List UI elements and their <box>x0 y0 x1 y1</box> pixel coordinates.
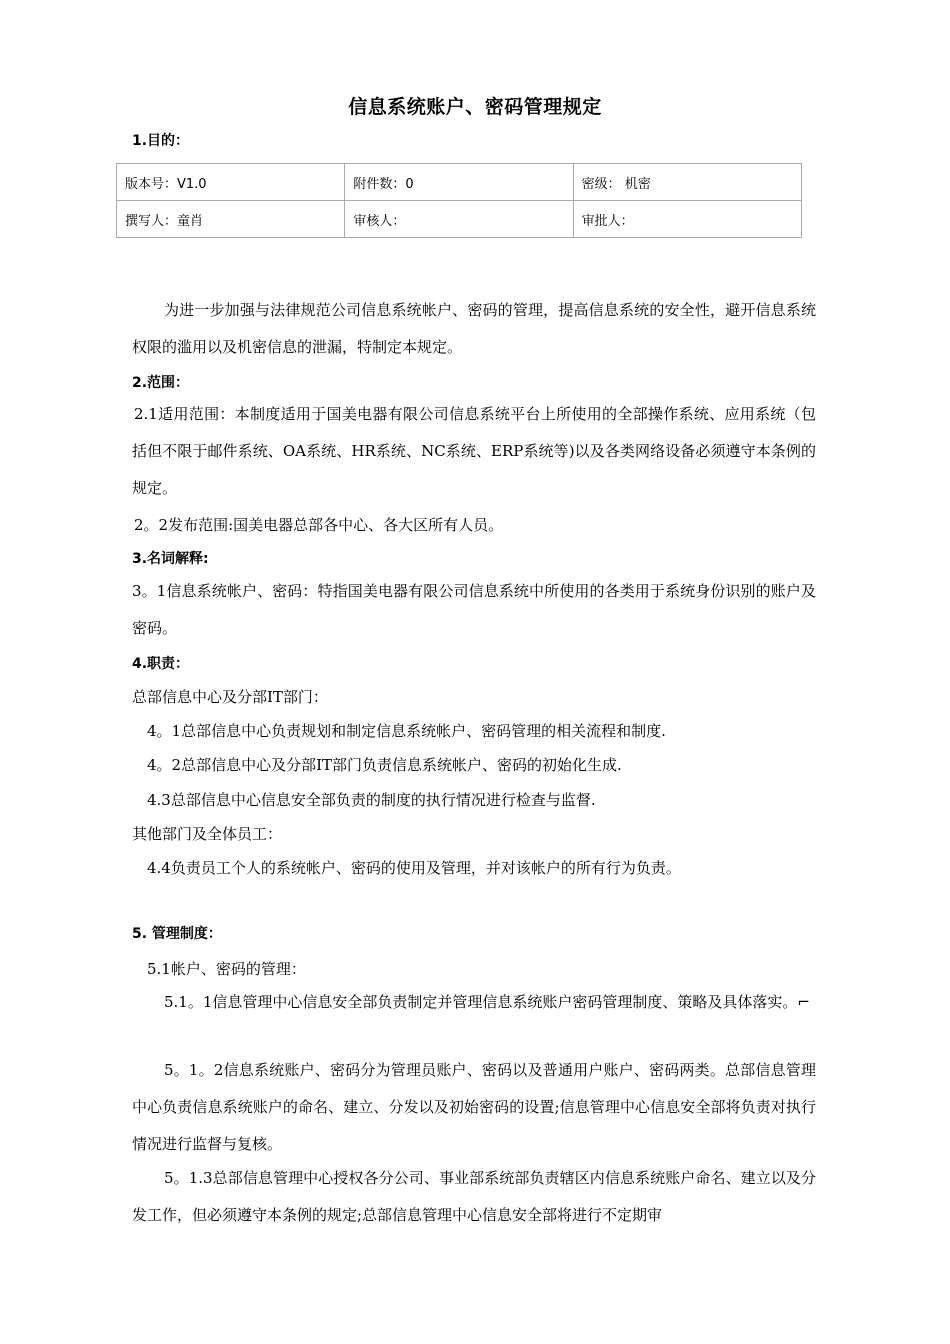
approver-cell: 审批人： <box>573 201 801 238</box>
attachment-count-cell: 附件数：0 <box>345 164 573 201</box>
responsibility-group-other: 其他部门及全体员工： <box>132 825 283 843</box>
author-cell: 撰写人：童肖 <box>117 201 345 238</box>
scope-applicability-paragraph: 2.1适用范围：本制度适用于国美电器有限公司信息系统平台上所使用的全部操作系统、应用系统（包括但不限于邮件系统、OA系统、HR系统、NC系统、ERP系统等)以及各类网络设备必须遵守本条例的规定。 <box>132 405 816 497</box>
table-row <box>117 164 802 201</box>
responsibility-item: 4。2总部信息中心及分部IT部门负责信息系统帐户、密码的初始化生成. <box>147 756 622 774</box>
section-heading-management: 5. 管理制度： <box>132 926 222 942</box>
reviewer-cell: 审核人： <box>345 201 573 238</box>
responsibility-item: 4。1总部信息中心负责规划和制定信息系统帐户、密码管理的相关流程和制度. <box>147 722 666 740</box>
section-heading-scope: 2.范围： <box>132 375 190 391</box>
section-heading-definitions: 3.名词解释: <box>132 551 209 567</box>
section-heading-responsibilities: 4.职责： <box>132 656 190 672</box>
definition-paragraph: 3。1信息系统帐户、密码：特指国美电器有限公司信息系统中所使用的各类用于系统身份识别的账户及密码。 <box>132 582 816 637</box>
responsibility-item: 4.3总部信息中心信息安全部负责的制度的执行情况进行检查与监督. <box>147 791 596 809</box>
section-heading-purpose: 1.目的： <box>132 133 190 149</box>
management-paragraph: 5.1。1信息管理中心信息安全部负责制定并管理信息系统账户密码管理制度、策略及具体落实。⌐ <box>164 993 810 1011</box>
scope-distribution-line: 2。2发布范围:国美电器总部各中心、各大区所有人员。 <box>134 516 504 534</box>
version-cell: 版本号：V1.0 <box>117 164 345 201</box>
table-row <box>117 201 802 238</box>
document-info-table <box>116 163 802 238</box>
responsibility-group-headquarters: 总部信息中心及分部IT部门： <box>132 688 328 706</box>
management-paragraph: 5。1。2信息系统账户、密码分为管理员账户、密码以及普通用户账户、密码两类。总部信息管理中心负责信息系统账户的命名、建立、分发以及初始密码的设置;信息管理中心信息安全部将负责对执行情况进行监督与复核。 <box>132 1061 816 1153</box>
classification-cell: 密级： 机密 <box>573 164 801 201</box>
responsibility-item: 4.4负责员工个人的系统帐户、密码的使用及管理，并对该帐户的所有行为负责。 <box>147 859 681 877</box>
intro-paragraph: 为进一步加强与法律规范公司信息系统帐户、密码的管理，提高信息系统的安全性，避开信息系统权限的滥用以及机密信息的泄漏，特制定本规定。 <box>132 301 816 356</box>
subsection-heading: 5.1帐户、密码的管理： <box>147 960 306 978</box>
management-paragraph: 5。1.3总部信息管理中心授权各分公司、事业部系统部负责辖区内信息系统账户命名、建立以及分发工作，但必须遵守本条例的规定;总部信息管理中心信息安全部将进行不定期审 <box>132 1169 816 1224</box>
document-title: 信息系统账户、密码管理规定 <box>348 96 602 118</box>
